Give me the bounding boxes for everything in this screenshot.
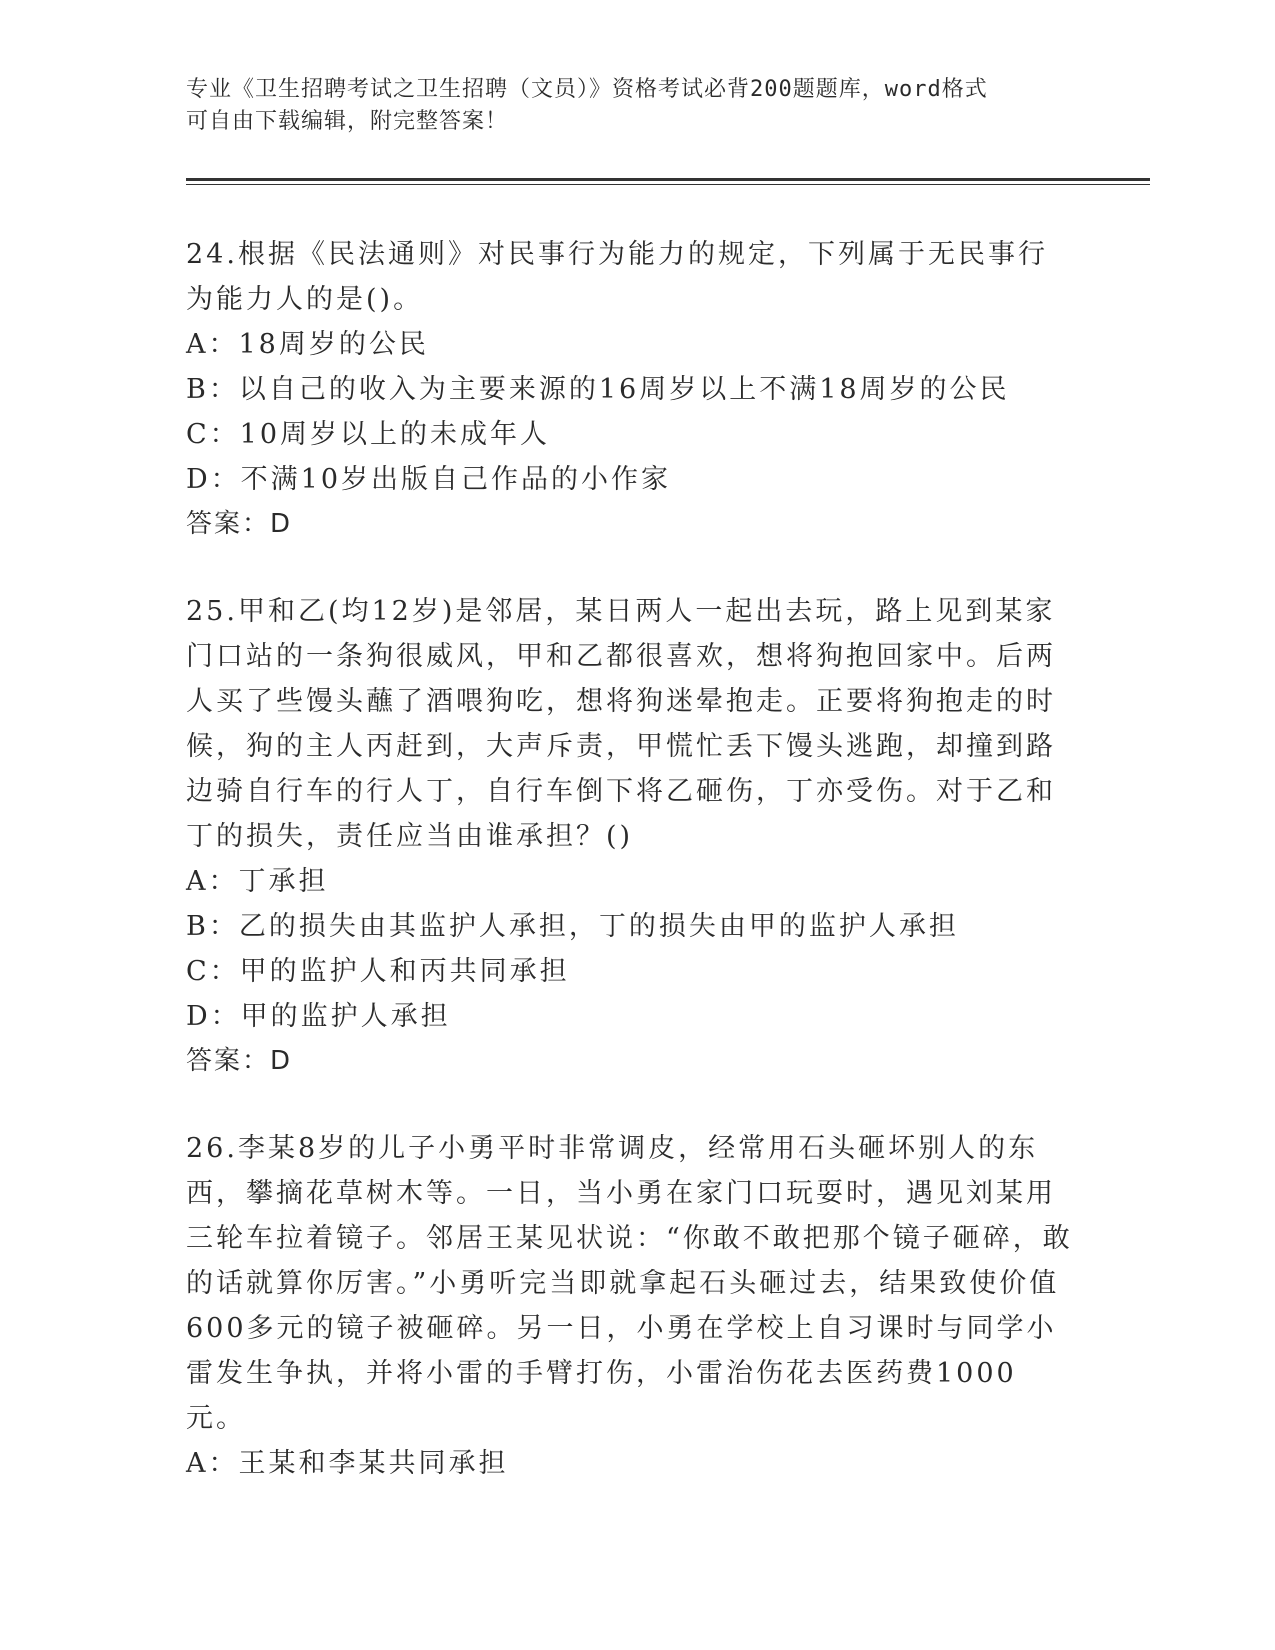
option-a: A：丁承担: [186, 866, 329, 897]
question-24: [186, 232, 1076, 547]
option-d: D：甲的监护人承担: [186, 1001, 451, 1032]
option-a: A：18周岁的公民: [186, 329, 429, 360]
header-divider-thick: [186, 178, 1150, 181]
option-c: C：甲的监护人和丙共同承担: [186, 956, 570, 987]
option-c: C：10周岁以上的未成年人: [186, 419, 551, 450]
question-25: [186, 589, 1076, 1084]
header-divider-thin: [186, 184, 1150, 185]
question-list: [186, 232, 1076, 1528]
document-header: [186, 74, 1066, 138]
option-b: B：以自己的收入为主要来源的16周岁以上不满18周岁的公民: [186, 374, 1010, 405]
question-stem: 24.根据《民法通则》对民事行为能力的规定，下列属于无民事行为能力人的是()。: [186, 239, 1048, 315]
option-b: B：乙的损失由其监护人承担，丁的损失由甲的监护人承担: [186, 911, 959, 942]
header-line-2: 可自由下载编辑，附完整答案！: [186, 109, 509, 134]
option-d: D：不满10岁出版自己作品的小作家: [186, 464, 672, 495]
answer: 答案：D: [186, 1046, 293, 1076]
question-stem: 25.甲和乙(均12岁)是邻居，某日两人一起出去玩，路上见到某家门口站的一条狗很威风，甲和乙都很喜欢，想将狗抱回家中。后两人买了些馒头蘸了酒喂狗吃，想将狗迷晕抱走。正要将狗抱走的时候，狗的主人丙赶到，大声斥责，甲慌忙丢下馒头逃跑，却撞到路边骑自行车的行人丁，自行车倒下将乙砸伤，丁亦受伤。对于乙和丁的损失，责任应当由谁承担？(): [186, 596, 1056, 852]
question-26: [186, 1126, 1076, 1486]
answer: 答案：D: [186, 509, 293, 539]
header-line-1: 专业《卫生招聘考试之卫生招聘（文员）》资格考试必背200题题库，word格式: [186, 77, 988, 102]
option-a: A：王某和李某共同承担: [186, 1448, 509, 1479]
question-stem: 26.李某8岁的儿子小勇平时非常调皮，经常用石头砸坏别人的东西，攀摘花草树木等。一日，当小勇在家门口玩耍时，遇见刘某用三轮车拉着镜子。邻居王某见状说：“你敢不敢把那个镜子砸碎，敢的话就算你厉害。”小勇听完当即就拿起石头砸过去，结果致使价值600多元的镜子被砸碎。另一日，小勇在学校上自习课时与同学小雷发生争执，并将小雷的手臂打伤，小雷治伤花去医药费1000元。: [186, 1133, 1073, 1434]
